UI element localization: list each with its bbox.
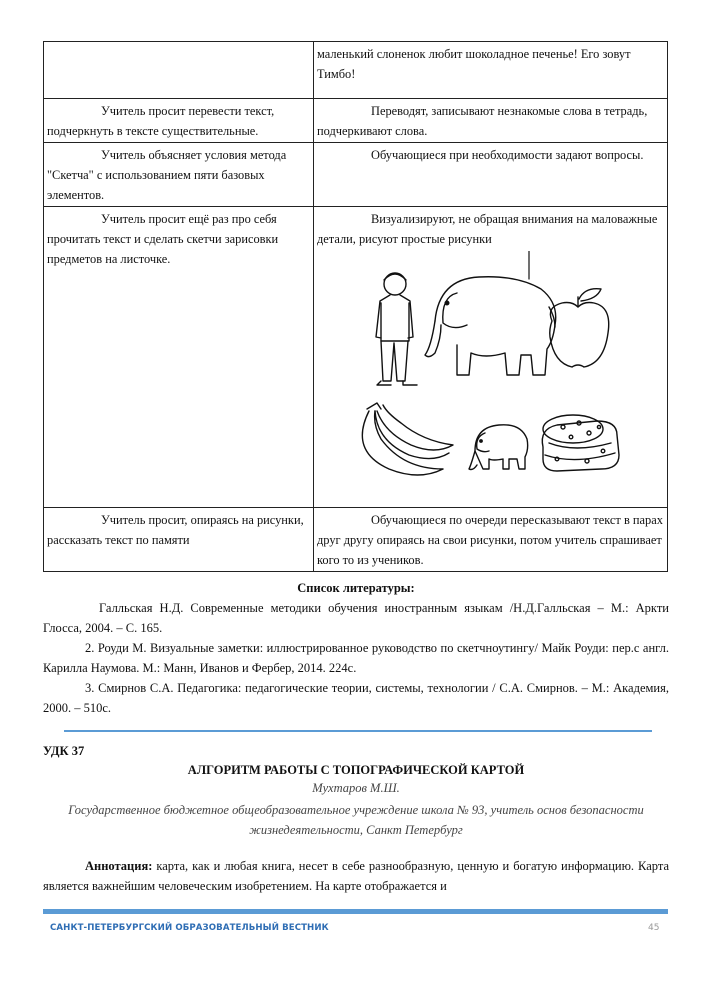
abstract-label: Аннотация: <box>85 859 153 873</box>
reference-item: 2. Роуди М. Визуальные заметки: иллюстрированное руководство по скетчноутингу/ Майк Роуди: пер.с англ. Карилла Наумова. М.: Манн, Иванов и Фербер, 2014. 224с. <box>43 641 669 675</box>
table-row <box>44 99 668 143</box>
students-cell <box>314 207 668 508</box>
teacher-cell <box>44 508 314 572</box>
teacher-text: Учитель просит ещё раз про себя прочитать текст и сделать скетчи зарисовки предметов на листочке. <box>47 212 279 266</box>
footer-bar <box>43 909 668 914</box>
students-cell <box>314 508 668 572</box>
small-elephant-icon <box>469 425 528 470</box>
table-row <box>44 207 668 508</box>
table-row <box>44 143 668 207</box>
cookies-icon <box>542 415 619 471</box>
sketch-drawings <box>317 251 663 506</box>
literature-section <box>43 578 669 718</box>
table-row <box>44 42 668 99</box>
teacher-text: Учитель просит перевести текст, подчеркнуть в тексте существительные. <box>47 104 275 138</box>
students-text: Обучающиеся по очереди пересказывают текст в парах друг другу опираясь на свои рисунки, потом учитель спрашивает кого то из учеников. <box>317 513 663 567</box>
apple-icon <box>550 289 609 367</box>
boy-icon <box>376 273 417 385</box>
article-abstract <box>43 856 669 896</box>
reference-item: Галльская Н.Д. Современные методики обучения иностранным языкам /Н.Д.Галльская – М.: Аркти Глосса, 2004. – С. 165. <box>43 601 669 635</box>
students-text: Визуализируют, не обращая внимания на маловажные детали, рисуют простые рисунки <box>317 212 658 246</box>
teacher-cell <box>44 99 314 143</box>
article-author: Мухтаров М.Ш. <box>312 781 400 795</box>
teacher-cell <box>44 207 314 508</box>
bananas-icon <box>362 403 453 475</box>
elephant-icon <box>425 277 556 375</box>
article-affiliation: Государственное бюджетное общеобразовательное учреждение школа № 93, учитель основ безопасности жизнедеятельности, Санкт Петербург <box>68 803 644 837</box>
teacher-cell <box>44 143 314 207</box>
students-text: Обучающиеся при необходимости задают вопросы. <box>371 148 644 162</box>
page-number: 45 <box>648 923 660 933</box>
reference-item: 3. Смирнов С.А. Педагогика: педагогические теории, системы, технологии / С.А. Смирнов. – М.: Академия, 2000. – 510с. <box>43 681 669 715</box>
table-row <box>44 508 668 572</box>
teacher-cell <box>44 42 314 99</box>
abstract-text: карта, как и любая книга, несет в себе разнообразную, ценную и богатую информацию. Карта является важнейшим человеческим изобретением. На карте отображается и <box>43 859 669 893</box>
lesson-table <box>43 41 668 572</box>
students-cell <box>314 143 668 207</box>
section-divider <box>64 730 652 732</box>
literature-title: Список литературы: <box>297 581 415 595</box>
udk-code: УДК 37 <box>43 744 85 758</box>
teacher-text: Учитель объясняет условия метода "Скетча" с использованием пяти базовых элементов. <box>47 148 287 202</box>
article-title: АЛГОРИТМ РАБОТЫ С ТОПОГРАФИЧЕСКОЙ КАРТОЙ <box>187 763 525 777</box>
students-cell: маленький слоненок любит шоколадное печенье! Его зовут Тимбо! <box>314 42 668 99</box>
teacher-text: Учитель просит, опираясь на рисунки, рассказать текст по памяти <box>47 513 304 547</box>
students-cell <box>314 99 668 143</box>
journal-name: САНКТ-ПЕТЕРБУРГСКИЙ ОБРАЗОВАТЕЛЬНЫЙ ВЕСТНИК <box>50 923 329 933</box>
students-text: Переводят, записывают незнакомые слова в тетрадь, подчеркивают слова. <box>317 104 648 138</box>
